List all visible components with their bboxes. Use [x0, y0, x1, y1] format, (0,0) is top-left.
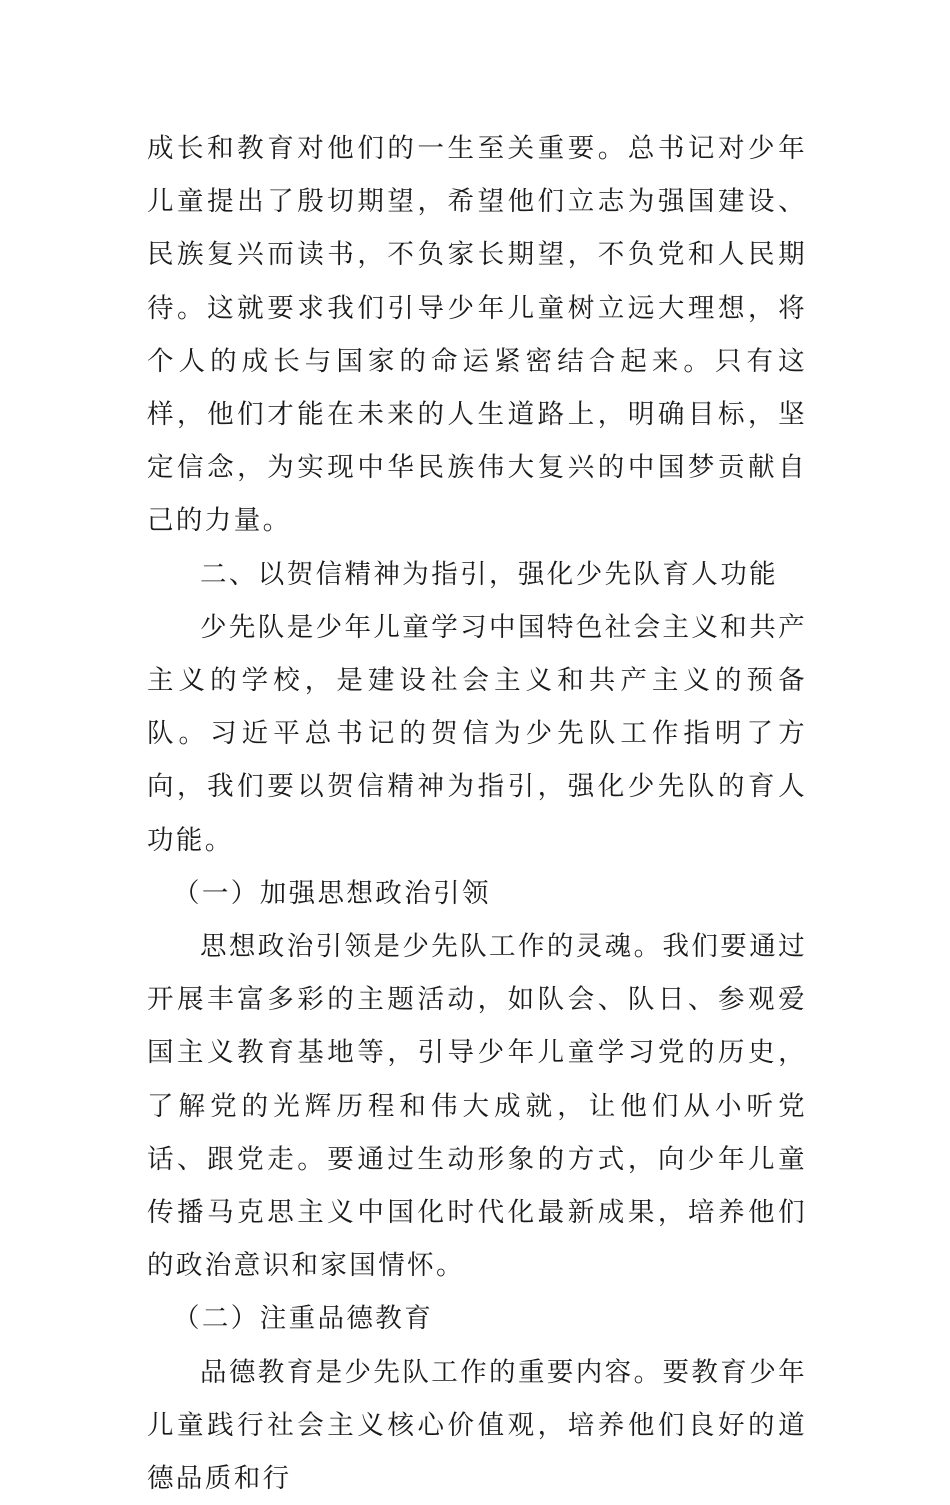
- document-body: [147, 122, 807, 1505]
- subsection-heading-2: （二）注重品德教育: [173, 1303, 434, 1335]
- paragraph-pioneers-intro: 少先队是少年儿童学习中国特色社会主义和共产主义的学校，是建设社会主义和共产主义的预备队。习近平总书记的贺信为少先队工作指明了方向，我们要以贺信精神为指引，强化少先队的育人功能。: [147, 611, 807, 856]
- subsection-heading-1: （一）加强思想政治引领: [173, 877, 491, 909]
- section-heading-2: 二、以贺信精神为指引，强化少先队育人功能: [200, 558, 778, 590]
- paragraph-political-guidance: 思想政治引领是少先队工作的灵魂。我们要通过开展丰富多彩的主题活动，如队会、队日、参观爱国主义教育基地等，引导少年儿童学习党的历史，了解党的光辉历程和伟大成就，让他们从小听党话、跟党走。要通过生动形象的方式，向少年儿童传播马克思主义中国化时代化最新成果，培养他们的政治意识和家国情怀。: [147, 931, 807, 1282]
- paragraph-continuation: 成长和教育对他们的一生至关重要。总书记对少年儿童提出了殷切期望，希望他们立志为强国建设、民族复兴而读书，不负家长期望，不负党和人民期待。这就要求我们引导少年儿童树立远大理想，将个人的成长与国家的命运紧密结合起来。只有这样，他们才能在未来的人生道路上，明确目标，坚定信念，为实现中华民族伟大复兴的中国梦贡献自己的力量。: [147, 133, 807, 537]
- paragraph-moral-education: 品德教育是少先队工作的重要内容。要教育少年儿童践行社会主义核心价值观，培养他们良好的道德品质和行: [147, 1356, 807, 1495]
